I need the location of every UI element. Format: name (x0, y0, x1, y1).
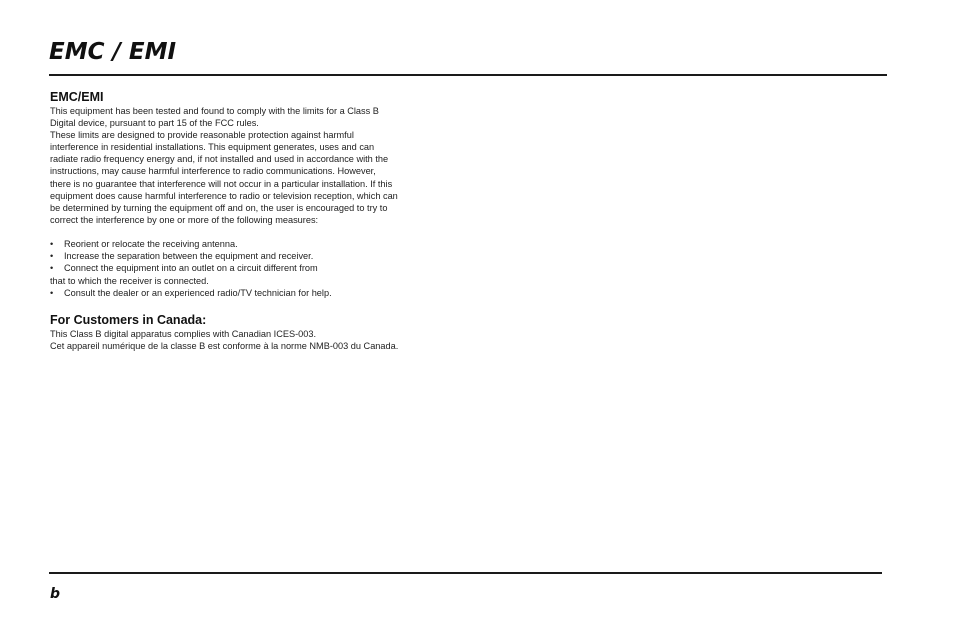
list-item (50, 250, 450, 262)
page-title: EMC / EMI (49, 39, 177, 65)
bullet-icon: • (50, 263, 54, 274)
list-item-text: Reorient or relocate the receiving antenna. (64, 238, 238, 249)
list-item-text: Connect the equipment into an outlet on a circuit different from that to which the receiver is connected. (50, 263, 318, 286)
emc-section-heading: EMC/EMI (50, 90, 104, 104)
list-item-text: Increase the separation between the equipment and receiver. (64, 251, 314, 262)
canada-section-heading: For Customers in Canada: (50, 312, 207, 327)
list-item (50, 262, 450, 286)
header-divider (49, 74, 887, 76)
list-item (50, 238, 450, 250)
bullet-icon: • (50, 287, 54, 298)
page-number: b (50, 586, 61, 602)
list-item-text: Consult the dealer or an experienced radio/TV technician for help. (64, 287, 332, 298)
measures-list (50, 238, 450, 299)
bullet-icon: • (50, 238, 54, 249)
emc-section-paragraph: This equipment has been tested and found to comply with the limits for a Class B Digital device, pursuant to part 15 of the FCC rules. These limits are designed to provide reasonable protection against harmful interference in residential installations. This equipment generates, uses and can radiate radio frequency energy and, if not installed and used in accordance with the instructions, may cause harmful interference to radio communications. However, there is no guarantee that interference will not occur in a particular installation. If this equipment does cause harmful interference to radio or television reception, which can be determined by turning the equipment off and on, the user is encouraged to try to correct the interference by one or more of the following measures: (50, 106, 398, 225)
bullet-icon: • (50, 251, 54, 262)
list-item (50, 287, 450, 299)
content-area (50, 90, 450, 352)
canada-section-paragraph: This Class B digital apparatus complies with Canadian ICES-003. Cet appareil numérique de la classe B est conforme à la norme NMB-003 du Canada. (50, 328, 399, 352)
footer-divider (49, 572, 882, 574)
